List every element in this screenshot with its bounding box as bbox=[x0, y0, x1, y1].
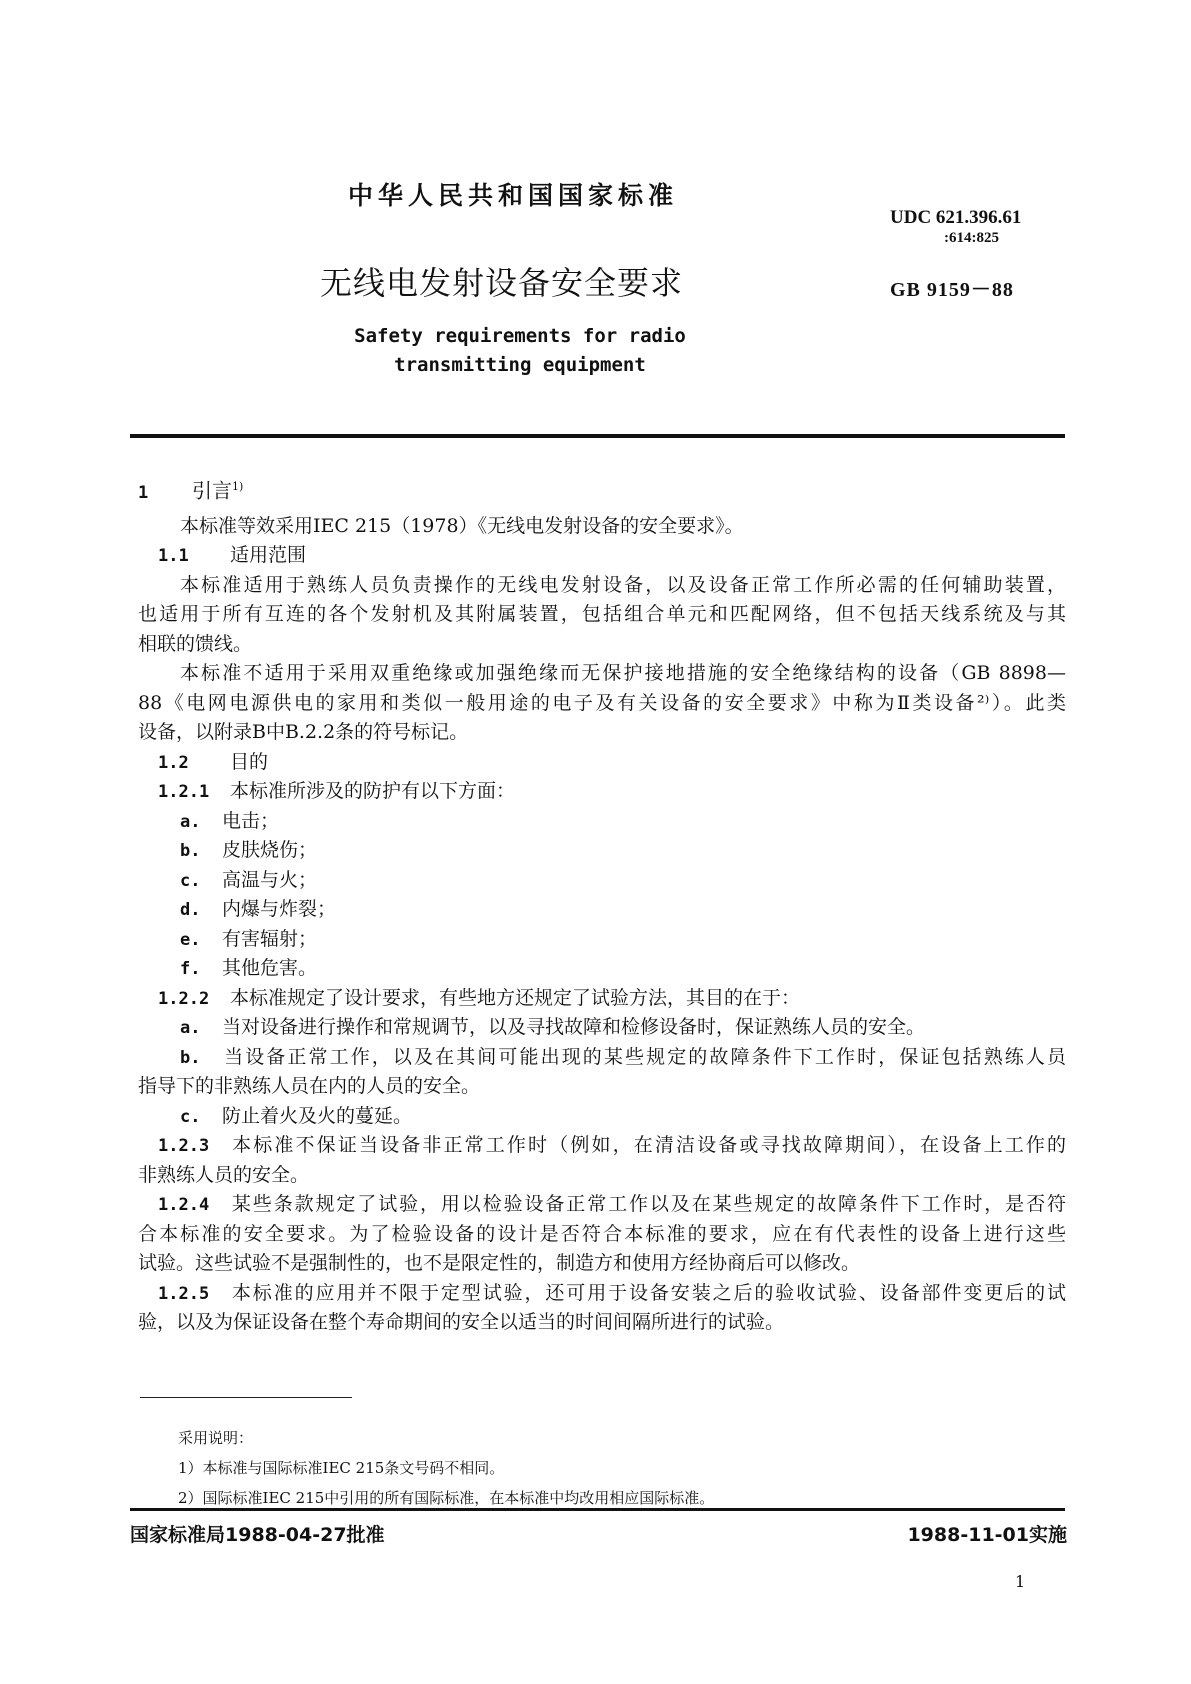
text-line bbox=[138, 571, 1066, 601]
text-line bbox=[138, 512, 1066, 542]
udc-line: UDC 621.396.61 bbox=[890, 207, 1022, 228]
line-text: 合本标准的安全要求。为了检验设备的设计是否符合本标准的要求，应在有代表性的设备上进行这些 bbox=[138, 1222, 1066, 1245]
list-item bbox=[138, 1102, 1066, 1132]
clause-number: f. bbox=[180, 959, 201, 979]
clause-number: c. bbox=[180, 870, 201, 891]
line-text: 设备，以附录B中B.2.2条的符号标记。 bbox=[138, 721, 469, 743]
clause-number: c. bbox=[180, 1106, 201, 1127]
line-text: 本标准不适用于采用双重绝缘或加强绝缘而无保护接地措施的安全绝缘结构的设备（GB 8898— bbox=[180, 662, 1066, 684]
implementation-date: 1988-11-01实施 bbox=[907, 1524, 1067, 1546]
line-text: 非熟练人员的安全。 bbox=[138, 1163, 310, 1186]
list-item bbox=[138, 954, 1066, 984]
line-text: 验，以及为保证设备在整个寿命期间的安全以适当的时间间隔所进行的试验。 bbox=[138, 1311, 785, 1333]
section-number: 1 bbox=[138, 482, 149, 503]
list-item bbox=[138, 836, 1066, 866]
footnote-mark: 1) bbox=[232, 480, 244, 493]
footnotes bbox=[178, 1423, 714, 1513]
line-text: 也适用于所有互连的各个发射机及其附属装置，包括组合单元和匹配网络，但不包括天线系统及与其 bbox=[138, 603, 1066, 625]
line-text: 目的 bbox=[230, 750, 269, 773]
section-title: 引言 bbox=[192, 478, 232, 503]
english-title-line: Safety requirements for radio bbox=[354, 325, 686, 347]
clause-number: 1.2.4 bbox=[158, 1195, 210, 1215]
line-text: 本标准所涉及的防护有以下方面： bbox=[230, 780, 516, 802]
footer-rule bbox=[130, 1508, 1065, 1511]
list-item bbox=[138, 866, 1066, 896]
clause-line bbox=[138, 1131, 1066, 1161]
clause-line bbox=[138, 748, 1066, 778]
clause-number: 1.2.5 bbox=[158, 1283, 210, 1304]
clause-line bbox=[138, 1279, 1066, 1309]
page-number: 1 bbox=[1015, 1572, 1026, 1591]
text-line bbox=[138, 1072, 1066, 1102]
line-text: 高温与火； bbox=[222, 868, 318, 891]
clause-number: e. bbox=[180, 929, 201, 950]
clause-number: d. bbox=[180, 900, 201, 920]
issuer-heading: 中华人民共和国国家标准 bbox=[348, 181, 679, 210]
line-text: 当设备正常工作，以及在其间可能出现的某些规定的故障条件下工作时，保证包括熟练人员 bbox=[222, 1045, 1066, 1068]
line-text: 有害辐射； bbox=[222, 927, 318, 950]
udc-code bbox=[890, 208, 1021, 248]
list-item bbox=[138, 895, 1066, 925]
clause-number: a. bbox=[180, 811, 201, 832]
line-text: 本标准适用于熟练人员负责操作的无线电发射设备，以及设备正常工作所必需的任何辅助装置， bbox=[180, 573, 1066, 596]
clause-number: 1.2.3 bbox=[158, 1136, 210, 1156]
line-text: 88《电网电源供电的家用和类似一般用途的电子及有关设备的安全要求》中称为Ⅱ类设备²⁾）。此类 bbox=[138, 691, 1066, 714]
english-title bbox=[300, 322, 740, 380]
clause-line bbox=[138, 1190, 1066, 1220]
text-line bbox=[138, 1220, 1066, 1250]
line-text: 当对设备进行操作和常规调节，以及寻找故障和检修设备时，保证熟练人员的安全。 bbox=[222, 1016, 926, 1038]
document-title: 无线电发射设备安全要求 bbox=[320, 264, 684, 302]
line-text: 本标准等效采用IEC 215（1978）《无线电发射设备的安全要求》。 bbox=[180, 514, 744, 537]
header-rule bbox=[130, 434, 1065, 438]
line-text: 皮肤烧伤； bbox=[222, 839, 318, 861]
text-line bbox=[138, 1249, 1066, 1279]
line-text: 本标准的应用并不限于定型试验，还可用于设备安装之后的验收试验、设备部件变更后的试 bbox=[230, 1281, 1066, 1304]
clause-line bbox=[138, 541, 1066, 571]
footnote-item: 1）本标准与国际标准IEC 215条文号码不相同。 bbox=[178, 1459, 505, 1477]
clause-number: 1.2.1 bbox=[158, 782, 210, 802]
clause-number: 1.2.2 bbox=[158, 988, 210, 1009]
text-line bbox=[138, 689, 1066, 719]
footnote-rule bbox=[140, 1397, 352, 1398]
text-line bbox=[138, 1161, 1066, 1191]
footnotes-title: 采用说明： bbox=[178, 1429, 254, 1447]
approval-date: 国家标准局1988-04-27批准 bbox=[130, 1524, 385, 1546]
text-line bbox=[138, 659, 1066, 689]
line-text: 其他危害。 bbox=[222, 957, 318, 979]
line-text: 内爆与炸裂； bbox=[222, 898, 337, 920]
line-text: 防止着火及火的蔓延。 bbox=[222, 1104, 413, 1127]
text-line bbox=[138, 630, 1066, 660]
footnote-item: 2）国际标准IEC 215中引用的所有国际标准，在本标准中均改用相应国际标准。 bbox=[178, 1489, 715, 1507]
list-item bbox=[138, 807, 1066, 837]
list-item bbox=[138, 1043, 1066, 1073]
text-line bbox=[138, 600, 1066, 630]
clause-number: b. bbox=[180, 1047, 201, 1068]
line-text: 试验。这些试验不是强制性的，也不是限定性的，制造方和使用方经协商后可以修改。 bbox=[138, 1252, 861, 1274]
gb-code: GB 9159－88 bbox=[890, 279, 1014, 301]
clause-line bbox=[138, 984, 1066, 1014]
clause-number: 1.2 bbox=[158, 752, 189, 773]
line-text: 某些条款规定了试验，用以检验设备正常工作以及在某些规定的故障条件下工作时，是否符 bbox=[230, 1193, 1066, 1215]
text-line bbox=[138, 1308, 1066, 1338]
clause-line bbox=[138, 777, 1066, 807]
line-text: 指导下的非熟练人员在内的人员的安全。 bbox=[138, 1075, 481, 1097]
clause-number: a. bbox=[180, 1018, 201, 1038]
clause-number: 1.1 bbox=[158, 546, 189, 566]
english-title-line: transmitting equipment bbox=[394, 354, 646, 376]
text-line bbox=[138, 718, 1066, 748]
line-text: 本标准不保证当设备非正常工作时（例如，在清洁设备或寻找故障期间），在设备上工作的 bbox=[230, 1134, 1066, 1156]
section-heading bbox=[138, 472, 1066, 502]
clause-number: b. bbox=[180, 841, 201, 861]
line-text: 适用范围 bbox=[230, 544, 307, 566]
line-text: 相联的馈线。 bbox=[138, 632, 253, 655]
body-lines bbox=[138, 512, 1066, 1338]
line-text: 电击； bbox=[222, 809, 280, 832]
document-body bbox=[138, 472, 1066, 1338]
udc-line: :614:825 bbox=[944, 230, 999, 246]
list-item bbox=[138, 925, 1066, 955]
list-item bbox=[138, 1013, 1066, 1043]
line-text: 本标准规定了设计要求，有些地方还规定了试验方法，其目的在于： bbox=[230, 986, 801, 1009]
